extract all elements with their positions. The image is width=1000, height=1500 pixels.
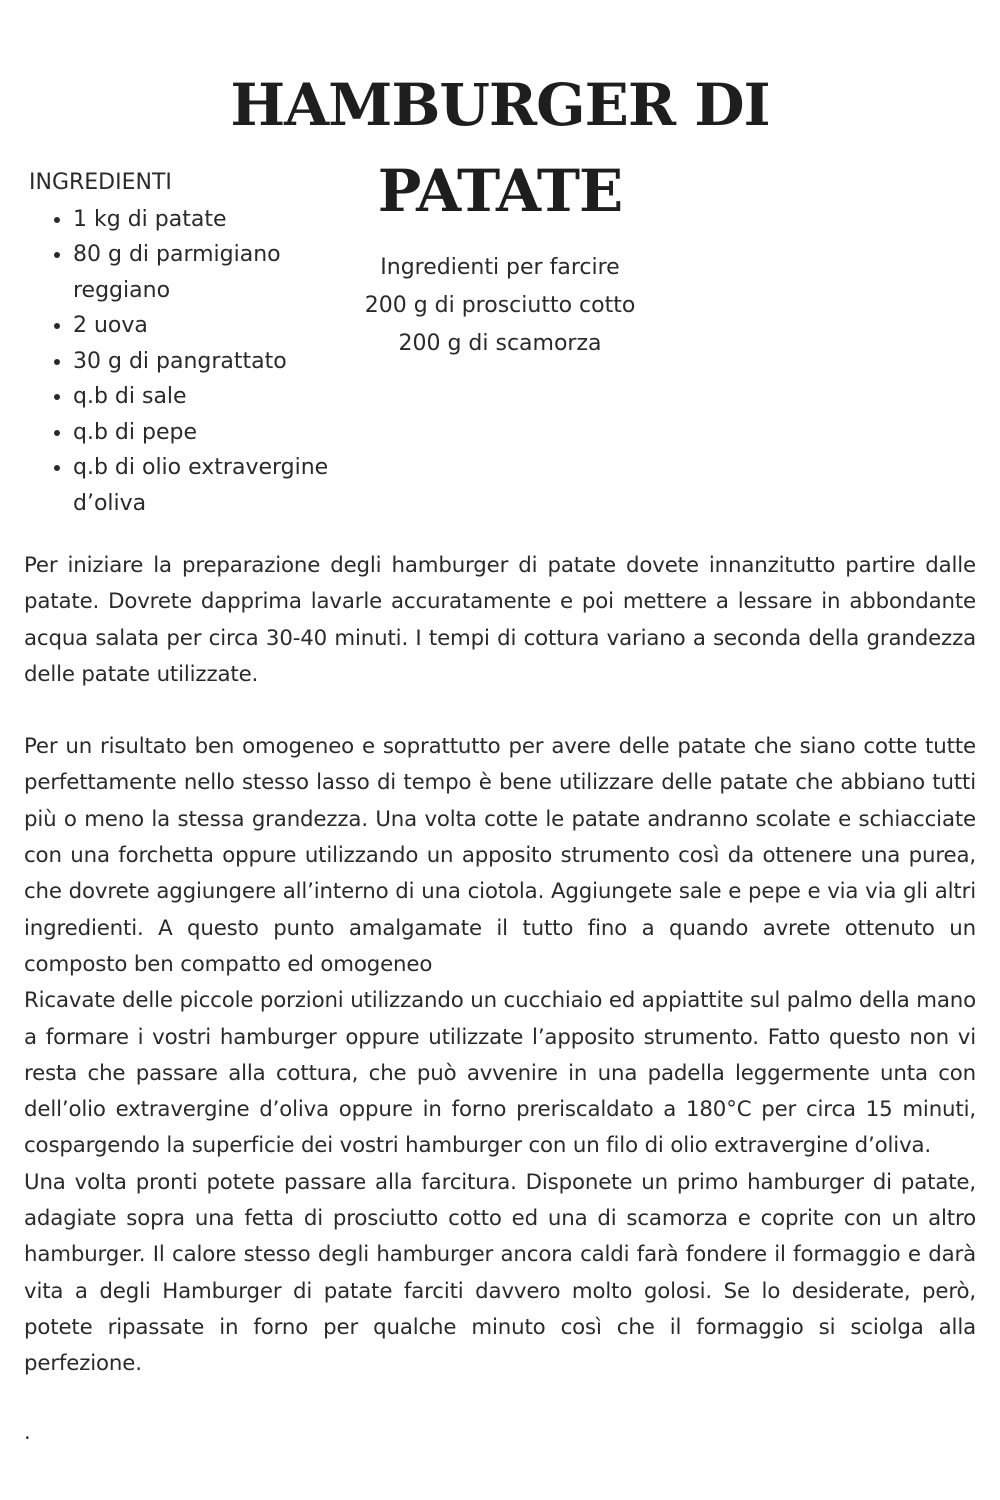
filling-section bbox=[330, 249, 670, 363]
ingredient-item: • q.b di olio extravergine d’oliva bbox=[73, 450, 329, 521]
trailing-dot: . bbox=[24, 1420, 31, 1444]
ingredient-item: • 2 uova bbox=[73, 308, 329, 344]
ingredient-item: • 30 g di pangrattato bbox=[73, 344, 329, 380]
title-line-2: PATATE bbox=[377, 157, 623, 225]
ingredient-item: • q.b di sale bbox=[73, 379, 329, 415]
instruction-paragraph: Per iniziare la preparazione degli hamburger di patate dovete innanzitutto partire dalle patate. Dovrete dapprima lavarle accuratamente e poi mettere a lessare in abbondante acqua salata per circa 30-40 minuti. I tempi di cottura variano a seconda della grandezza delle patate utilizzate. bbox=[24, 553, 976, 687]
recipe-instructions bbox=[24, 548, 976, 1383]
instruction-paragraph: Ricavate delle piccole porzioni utilizzando un cucchiaio ed appiattite sul palmo della mano a formare i vostri hamburger oppure utilizzate l’apposito strumento. Fatto questo non vi resta che passare alla cottura, che può avvenire in una padella leggermente unta con dell’olio extravergine d’oliva oppure in forno preriscaldato a 180°C per circa 15 minuti, cospargendo la superficie dei vostri hamburger con un filo di olio extravergine d’oliva. bbox=[24, 988, 976, 1159]
title-line-1: HAMBURGER DI bbox=[230, 71, 770, 139]
ingredient-item: • 80 g di parmigiano reggiano bbox=[73, 237, 329, 308]
ingredient-item: • 1 kg di patate bbox=[73, 202, 329, 238]
ingredient-item: • q.b di pepe bbox=[73, 415, 329, 451]
ingredients-heading: INGREDIENTI bbox=[29, 170, 172, 195]
filling-heading: Ingredienti per farcire bbox=[380, 255, 620, 280]
filling-item: 200 g di prosciutto cotto bbox=[364, 293, 636, 318]
ingredients-list bbox=[29, 202, 329, 522]
filling-item: 200 g di scamorza bbox=[398, 331, 602, 356]
ingredients-section bbox=[29, 165, 329, 521]
instruction-paragraph: Per un risultato ben omogeneo e soprattutto per avere delle patate che siano cotte tutte perfettamente nello stesso lasso di tempo è bene utilizzare delle patate che abbiano tutti più o meno la stessa grandezza. Una volta cotte le patate andranno scolate e schiacciate con una forchetta oppure utilizzando un apposito strumento così da ottenere una purea, che dovrete aggiungere all’interno di una ciotola. Aggiungete sale e pepe e via via gli altri ingredienti. A questo punto amalgamate il tutto fino a quando avrete ottenuto un composto ben compatto ed omogeneo bbox=[24, 734, 976, 977]
instruction-paragraph: Una volta pronti potete passare alla farcitura. Disponete un primo hamburger di patate, adagiate sopra una fetta di prosciutto cotto ed una di scamorza e coprite con un altro hamburger. Il calore stesso degli hamburger ancora caldi farà fondere il formaggio e darà vita a degli Hamburger di patate farciti davvero molto golosi. Se lo desiderate, però, potete ripassate in forno per qualche minuto così che il formaggio si sciolga alla perfezione. bbox=[24, 1169, 976, 1377]
